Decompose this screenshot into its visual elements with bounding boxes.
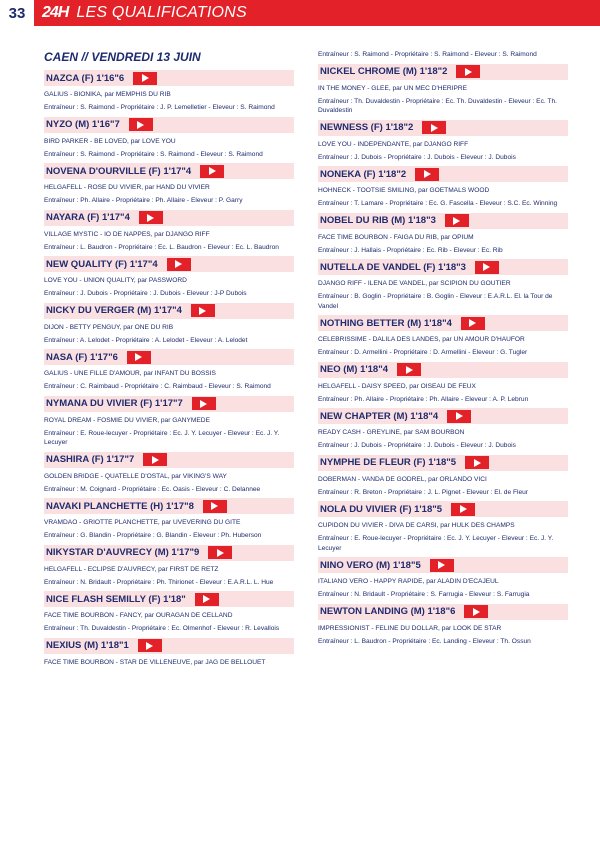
horse-name-row — [318, 213, 568, 229]
video-play-button[interactable] — [422, 121, 446, 134]
horse-name-row — [44, 163, 294, 179]
horse-name: NEXIUS (M) 1'18"1 — [46, 640, 129, 651]
horse-pedigree: GOLDEN BRIDGE - QUATELLE D'OSTAL, par VIKING'S WAY — [44, 472, 227, 480]
horse-entry — [318, 166, 568, 209]
horse-name: NAYARA (F) 1'17"4 — [46, 212, 130, 223]
horse-name: NEO (M) 1'18"4 — [320, 364, 389, 375]
horse-entry — [318, 213, 568, 256]
horse-name-row — [318, 259, 568, 275]
horse-people: Entraîneur : E. Roue-lecuyer - Propriétaire : Ec. J. Y. Lecuyer - Eleveur : Ec. J. Y. Lecuyer — [44, 429, 280, 446]
play-icon — [203, 595, 210, 603]
horse-pedigree: CELEBRISSIME - DALILA DES LANDES, par UN AMOUR D'HAUFOR — [318, 336, 525, 343]
horse-name: NYMANA DU VIVIER (F) 1'17"7 — [46, 398, 183, 409]
horse-entry — [44, 163, 294, 206]
horse-entry — [318, 455, 568, 498]
section-title: LES QUALIFICATIONS — [76, 4, 247, 21]
horse-pedigree: GALIUS - BIONIKA, par MEMPHIS DU RIB — [44, 91, 171, 98]
horse-entry — [44, 303, 294, 346]
horse-people: Entraîneur : L. Baudron - Propriétaire : Ec. Landing - Eleveur : Th. Ossun — [318, 637, 531, 645]
horse-name-row — [318, 64, 568, 80]
video-play-button[interactable] — [143, 453, 167, 466]
horse-name-row — [44, 256, 294, 272]
horse-people: Entraîneur : J. Dubois - Propriétaire : J. Dubois - Eleveur : J. Dubois — [318, 153, 516, 161]
video-play-button[interactable] — [191, 304, 215, 317]
horse-name: NAZCA (F) 1'16"6 — [46, 72, 125, 84]
video-play-button[interactable] — [415, 168, 439, 181]
horse-pedigree: HELGAFELL - ROSE DU VIVIER, par HAND DU VIVIER — [44, 184, 210, 191]
video-play-button[interactable] — [133, 72, 157, 85]
horse-name: NASHIRA (F) 1'17"7 — [46, 454, 135, 465]
play-icon — [460, 505, 467, 513]
play-icon — [199, 307, 206, 315]
horse-pedigree: LOVE YOU - INDEPENDANTE, par DJANGO RIFF — [318, 140, 469, 148]
horse-pedigree: DOBERMAN - VANDA DE GODREL, par ORLANDO VICI — [318, 475, 487, 483]
horse-name: NOBEL DU RIB (M) 1'18"3 — [320, 215, 436, 226]
horse-name: NOLA DU VIVIER (F) 1'18"5 — [320, 503, 443, 515]
horse-entry — [318, 408, 568, 451]
video-play-button[interactable] — [200, 165, 224, 178]
horse-name: NONEKA (F) 1'18"2 — [320, 168, 407, 180]
horse-pedigree: DJANGO RIFF - ILENA DE VANDEL, par SCIPION DU GOUTIER — [318, 280, 511, 287]
horse-entry — [318, 120, 568, 163]
horse-entry — [44, 256, 294, 299]
play-icon — [175, 260, 182, 268]
page-header — [0, 0, 600, 26]
video-play-button[interactable] — [139, 211, 163, 224]
horse-pedigree: HELGAFELL - ECLIPSE D'AUVRECY, par FIRST DE RETZ — [44, 565, 219, 573]
play-icon — [406, 366, 413, 374]
play-icon — [137, 121, 144, 129]
horse-name-row — [44, 638, 294, 654]
play-icon — [135, 353, 142, 361]
page-number: 33 — [0, 0, 34, 26]
horse-name-row — [44, 545, 294, 561]
horse-name: NICKEL CHROME (M) 1'18"2 — [320, 66, 448, 77]
video-play-button[interactable] — [475, 261, 499, 274]
horse-name: NEWNESS (F) 1'18"2 — [320, 122, 414, 133]
horse-pedigree: ITALIANO VERO - HAPPY RAPIDE, par ALADIN D'ECAJEUL — [318, 578, 499, 585]
horse-people: Entraîneur : G. Blandin - Propriétaire : G. Blandin - Eleveur : Ph. Huberson — [44, 532, 262, 539]
horse-name-row — [44, 210, 294, 226]
horse-entry — [318, 557, 568, 600]
play-icon — [465, 68, 472, 76]
horse-name-row — [318, 455, 568, 471]
video-play-button[interactable] — [167, 258, 191, 271]
right-column — [318, 50, 568, 650]
horse-entry — [44, 70, 294, 113]
horse-name: NYZO (M) 1'16"7 — [46, 119, 120, 130]
play-icon — [483, 263, 490, 271]
race-heading: CAEN // VENDREDI 13 JUIN — [44, 50, 201, 64]
horse-pedigree: DIJON - BETTY PENGUY, par ONE DU RIB — [44, 323, 174, 331]
horse-pedigree: CUPIDON DU VIVIER - DIVA DE CARSI, par HULK DES CHAMPS — [318, 522, 515, 529]
horse-people: Entraîneur : A. Lelodet - Propriétaire : A. Lelodet - Eleveur : A. Lelodet — [44, 336, 248, 344]
horse-pedigree: FACE TIME BOURBON - FAIGA DU RIB, par OPIUM — [318, 233, 474, 241]
horse-people: Entraîneur : J. Dubois - Propriétaire : J. Dubois - Eleveur : J-P Dubois — [44, 290, 247, 297]
horse-people: Entraîneur : D. Armellini - Propriétaire : D. Armellini - Eleveur : G. Tugler — [318, 349, 528, 356]
horse-name: NASA (F) 1'17"6 — [46, 351, 118, 363]
horse-people: Entraîneur : J. Dubois - Propriétaire : J. Dubois - Eleveur : J. Dubois — [318, 442, 516, 449]
horse-name: NYMPHE DE FLEUR (F) 1'18"5 — [320, 457, 457, 468]
horse-name-row — [44, 303, 294, 319]
video-play-button[interactable] — [208, 546, 232, 559]
horse-name: NICKY DU VERGER (M) 1'17"4 — [46, 305, 182, 316]
horse-people: Entraîneur : T. Lamare - Propriétaire : Ec. G. Fascella - Eleveur : S.C. Ec. Winning — [318, 200, 558, 207]
horse-pedigree: FACE TIME BOURBON - STAR DE VILLENEUVE, par JAG DE BELLOUET — [44, 658, 266, 666]
horse-people: Entraîneur : N. Bridault - Propriétaire : Ph. Thirionet - Eleveur : E.A.R.L. L. Hue — [44, 578, 274, 586]
horse-name: NUTELLA DE VANDEL (F) 1'18"3 — [320, 261, 466, 273]
play-icon — [438, 561, 445, 569]
24h-logo: 24H — [42, 4, 69, 21]
horse-people: Entraîneur : Ph. Allaire - Propriétaire : Ph. Allaire - Eleveur : A. P. Lebrun — [318, 395, 529, 403]
horse-entry — [44, 452, 294, 495]
header-bar — [34, 0, 600, 26]
horse-people: Entraîneur : B. Goglin - Propriétaire : B. Goglin - Eleveur : E.A.R.L. El. la Tour de Vandel — [318, 293, 553, 310]
horse-entry — [318, 259, 568, 311]
horse-pedigree: READY CASH - GREYLINE, par SAM BOURBON — [318, 429, 465, 436]
video-play-button[interactable] — [195, 593, 219, 606]
horse-entry — [318, 501, 568, 553]
horse-people: Entraîneur : N. Bridault - Propriétaire : S. Farrugia - Eleveur : S. Farrugia — [318, 591, 530, 598]
horse-pedigree: VILLAGE MYSTIC - IO DE NAPPES, par DJANGO RIFF — [44, 230, 210, 238]
horse-pedigree: IN THE MONEY - GLEE, par UN MEC D'HERIPRE — [318, 84, 468, 92]
horse-name-row — [44, 396, 294, 412]
video-play-button[interactable] — [445, 214, 469, 227]
horse-name-row — [44, 452, 294, 468]
video-play-button[interactable] — [138, 639, 162, 652]
video-play-button[interactable] — [456, 65, 480, 78]
video-play-button[interactable] — [430, 559, 454, 572]
horse-name: NEW CHAPTER (M) 1'18"4 — [320, 410, 439, 422]
horse-name: NIKYSTAR D'AUVRECY (M) 1'17"9 — [46, 547, 200, 558]
horse-name-row — [318, 501, 568, 517]
play-icon — [152, 456, 159, 464]
horse-entry — [44, 545, 294, 588]
horse-entry — [44, 396, 294, 448]
play-icon — [424, 170, 431, 178]
video-play-button[interactable] — [465, 456, 489, 469]
play-icon — [209, 167, 216, 175]
horse-entry — [318, 64, 568, 116]
horse-name: NOVENA D'OURVILLE (F) 1'17"4 — [46, 165, 192, 177]
horse-entry — [318, 315, 568, 358]
play-icon — [431, 124, 438, 132]
video-play-button[interactable] — [447, 410, 471, 423]
horse-name: NAVAKI PLANCHETTE (H) 1'17"8 — [46, 500, 194, 512]
horse-people: Entraîneur : Th. Duvaldestin - Propriétaire : Ec. Olmenhof - Eleveur : R. Levallois — [44, 625, 280, 632]
horse-name: NICE FLASH SEMILLY (F) 1'18" — [46, 593, 186, 605]
video-play-button[interactable] — [397, 363, 421, 376]
horse-people: Entraîneur : L. Baudron - Propriétaire : Ec. L. Baudron - Eleveur : Ec. L. Baudron — [44, 243, 279, 251]
horse-name-row — [44, 117, 294, 133]
horse-pedigree: FACE TIME BOURBON - FANCY, par OURAGAN DE CELLAND — [44, 612, 233, 619]
horse-people: Entraîneur : Th. Duvaldestin - Propriétaire : Ec. Th. Duvaldestin - Eleveur : Ec. Th. Duvaldestin — [318, 97, 557, 114]
play-icon — [200, 400, 207, 408]
horse-people: Entraîneur : R. Breton - Propriétaire : J. L. Pignet - Eleveur : El. de Fleur — [318, 488, 528, 496]
video-play-button[interactable] — [127, 351, 151, 364]
play-icon — [453, 217, 460, 225]
play-icon — [474, 459, 481, 467]
horse-people: Entraîneur : E. Roue-lecuyer - Propriétaire : Ec. J. Y. Lecuyer - Eleveur : Ec. J. Y. Lecuyer — [318, 535, 554, 552]
video-play-button[interactable] — [461, 317, 485, 330]
horse-name-row — [318, 362, 568, 378]
horse-name-row — [318, 557, 568, 573]
horse-people: Entraîneur : S. Raimond - Propriétaire : S. Raimond - Eleveur : S. Raimond — [44, 150, 263, 158]
horse-entry — [44, 349, 294, 392]
horse-name: NOTHING BETTER (M) 1'18"4 — [320, 317, 452, 329]
horse-pedigree: VRAMDAO - GRIOTTE PLANCHETTE, par UVEVERING DU GITE — [44, 519, 241, 526]
horse-name-row — [44, 498, 294, 514]
horse-name: NEW QUALITY (F) 1'17"4 — [46, 258, 158, 270]
horse-pedigree: HELGAFELL - DAISY SPEED, par OISEAU DE FEUX — [318, 382, 476, 390]
horse-people: Entraîneur : J. Hallais - Propriétaire : Ec. Rib - Eleveur : Ec. Rib — [318, 246, 503, 254]
horse-people: Entraîneur : S. Raimond - Propriétaire : S. Raimond - Eleveur : S. Raimond — [318, 51, 537, 58]
play-icon — [142, 74, 149, 82]
horse-people: Entraîneur : S. Raimond - Propriétaire : J. P. Lemelletier - Eleveur : S. Raimond — [44, 104, 275, 111]
horse-entry — [318, 362, 568, 405]
horse-entry — [44, 117, 294, 160]
left-column — [44, 48, 294, 667]
horse-name-row — [44, 349, 294, 365]
horse-people: Entraîneur : C. Raimbaud - Propriétaire : C. Raimbaud - Eleveur : S. Raimond — [44, 383, 271, 390]
play-icon — [217, 549, 224, 557]
play-icon — [146, 642, 153, 650]
horse-entry — [318, 604, 568, 647]
horse-people: Entraîneur : M. Coignard - Propriétaire : Ec. Oasis - Eleveur : C. Delannee — [44, 485, 261, 493]
horse-people: Entraîneur : Ph. Allaire - Propriétaire : Ph. Allaire - Eleveur : P. Garry — [44, 197, 243, 204]
horse-name-row — [44, 70, 294, 86]
horse-name-row — [318, 315, 568, 331]
play-icon — [147, 214, 154, 222]
play-icon — [469, 319, 476, 327]
horse-name: NINO VERO (M) 1'18"5 — [320, 559, 421, 571]
play-icon — [211, 502, 218, 510]
horse-pedigree: GALIUS - UNE FILLE D'AMOUR, par INFANT DU BOSSIS — [44, 370, 216, 377]
horse-name-row — [318, 408, 568, 424]
horse-name-row — [318, 604, 568, 620]
horse-pedigree: IMPRESSIONIST - FELINE DU DOLLAR, par LOOK DE STAR — [318, 624, 502, 632]
video-play-button[interactable] — [192, 397, 216, 410]
video-play-button[interactable] — [203, 500, 227, 513]
horse-entry — [44, 210, 294, 253]
play-icon — [456, 412, 463, 420]
horse-pedigree: ROYAL DREAM - FOSMIE DU VIVIER, par GANYMEDE — [44, 416, 210, 424]
video-play-button[interactable] — [464, 605, 488, 618]
horse-pedigree: HOHNECK - TOOTSIE SMILING, par GOETMALS WOOD — [318, 187, 490, 194]
horse-name-row — [318, 120, 568, 136]
horse-name-row — [44, 591, 294, 607]
horse-pedigree: BIRD PARKER - BE LOVED, par LOVE YOU — [44, 137, 176, 145]
horse-name-row — [318, 166, 568, 182]
video-play-button[interactable] — [451, 503, 475, 516]
video-play-button[interactable] — [129, 118, 153, 131]
horse-name: NEWTON LANDING (M) 1'18"6 — [320, 606, 456, 617]
play-icon — [473, 608, 480, 616]
horse-entry — [44, 498, 294, 541]
horse-entry — [44, 638, 294, 667]
horse-entry — [44, 591, 294, 634]
horse-pedigree: LOVE YOU - UNION QUALITY, par PASSWORD — [44, 277, 187, 284]
